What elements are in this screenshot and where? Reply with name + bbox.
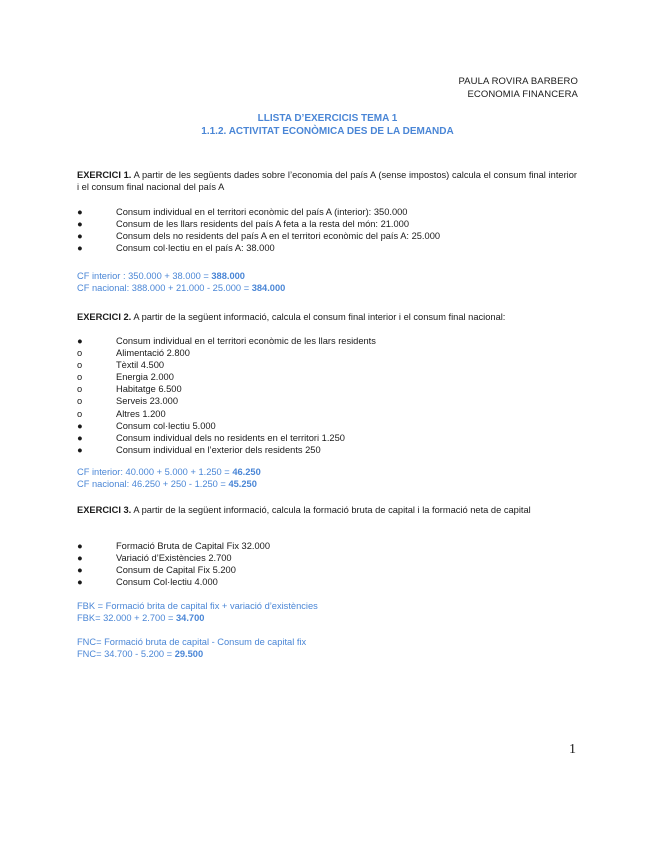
result-value: 45.250 xyxy=(228,479,257,489)
exercise-3-text: A partir de la següent informació, calcula la formació bruta de capital i la formació neta de capital xyxy=(131,505,531,515)
list-item: o Altres 1.200 xyxy=(77,408,166,419)
result-value: 384.000 xyxy=(251,283,286,293)
exercise-1-label: EXERCICI 1. xyxy=(77,170,132,180)
exercise-2-text: A partir de la següent informació, calcula el consum final interior i el consum final nacional: xyxy=(131,312,506,322)
document-title xyxy=(0,113,655,138)
exercise-2-label: EXERCICI 2. xyxy=(77,312,132,322)
exercise-2-answer-interior: CF interior: 40.000 + 5.000 + 1.250 = 46.250 xyxy=(77,467,261,477)
list-item: ● Consum col·lectiu 5.000 xyxy=(77,420,216,431)
list-item: ● Consum individual dels no residents en el territori 1.250 xyxy=(77,432,345,443)
list-item: ● Consum dels no residents del país A en el territori econòmic del país A: 25.000 xyxy=(77,231,441,242)
list-item: ● Consum individual en el territori econòmic de les llars residents xyxy=(77,336,376,346)
list-item: o Habitatge 6.500 xyxy=(77,384,182,395)
exercise-2-statement xyxy=(77,311,577,323)
result-value: 388.000 xyxy=(211,271,245,281)
course-name: ECONOMIA FINANCERA xyxy=(467,88,578,100)
list-item: ● Consum individual en l’exterior dels residents 250 xyxy=(77,444,321,455)
author-name: PAULA ROVIRA BARBERO xyxy=(458,76,578,87)
list-item: ● Consum de les llars residents del país A feta a la resta del món: 21.000 xyxy=(77,219,410,230)
exercise-1-answer-nacional: CF nacional: 388.000 + 21.000 - 25.000 = 384.000 xyxy=(77,283,286,293)
exercise-1-statement xyxy=(77,169,577,193)
title-line-2: 1.1.2. ACTIVITAT ECONÒMICA DES DE LA DEMANDA xyxy=(201,125,454,137)
fbk-definition: FBK = Formació brita de capital fix + variació d’existències xyxy=(77,601,318,611)
list-item: ● Consum individual en el territori econòmic del país A (interior): 350.000 xyxy=(77,207,408,217)
exercise-1-answer-interior: CF interior : 350.000 + 38.000 = 388.000 xyxy=(77,271,245,281)
exercise-2-list xyxy=(77,335,577,456)
list-item: o Energia 2.000 xyxy=(77,372,174,383)
exercise-3-label: EXERCICI 3. xyxy=(77,505,132,515)
list-item: ● Formació Bruta de Capital Fix 32.000 xyxy=(77,541,270,551)
result-value: 34.700 xyxy=(175,613,205,623)
author-block xyxy=(458,76,578,101)
list-item: ● Variació d’Existències 2.700 xyxy=(77,553,232,564)
exercise-3-list xyxy=(77,540,577,588)
fnc-calculation: FNC= 34.700 - 5.200 = 29.500 xyxy=(77,649,204,659)
exercise-1-list xyxy=(77,206,577,254)
list-item: o Tèxtil 4.500 xyxy=(77,360,165,371)
list-item: o Alimentació 2.800 xyxy=(77,348,190,359)
fnc-definition: FNC= Formació bruta de capital - Consum de capital fix xyxy=(77,637,307,647)
list-item: ● Consum de Capital Fix 5.200 xyxy=(77,565,236,576)
exercise-3-statement xyxy=(77,504,577,516)
list-item: ● Consum Col·lectiu 4.000 xyxy=(77,577,218,588)
result-value: 29.500 xyxy=(174,649,204,659)
list-item: o Serveis 23.000 xyxy=(77,396,179,407)
exercise-2-answer-nacional: CF nacional: 46.250 + 250 - 1.250 = 45.250 xyxy=(77,479,257,489)
exercise-1-text: A partir de les següents dades sobre l’economia del país A (sense impostos) calcula el consum final interior i el consum final nacional del país A xyxy=(77,170,578,192)
result-value: 46.250 xyxy=(232,467,261,477)
title-line-1: LLISTA D’EXERCICIS TEMA 1 xyxy=(257,113,398,124)
page-number: 1 xyxy=(569,742,576,757)
list-item: ● Consum col·lectiu en el país A: 38.000 xyxy=(77,243,275,254)
fbk-calculation: FBK= 32.000 + 2.700 = 34.700 xyxy=(77,613,205,623)
